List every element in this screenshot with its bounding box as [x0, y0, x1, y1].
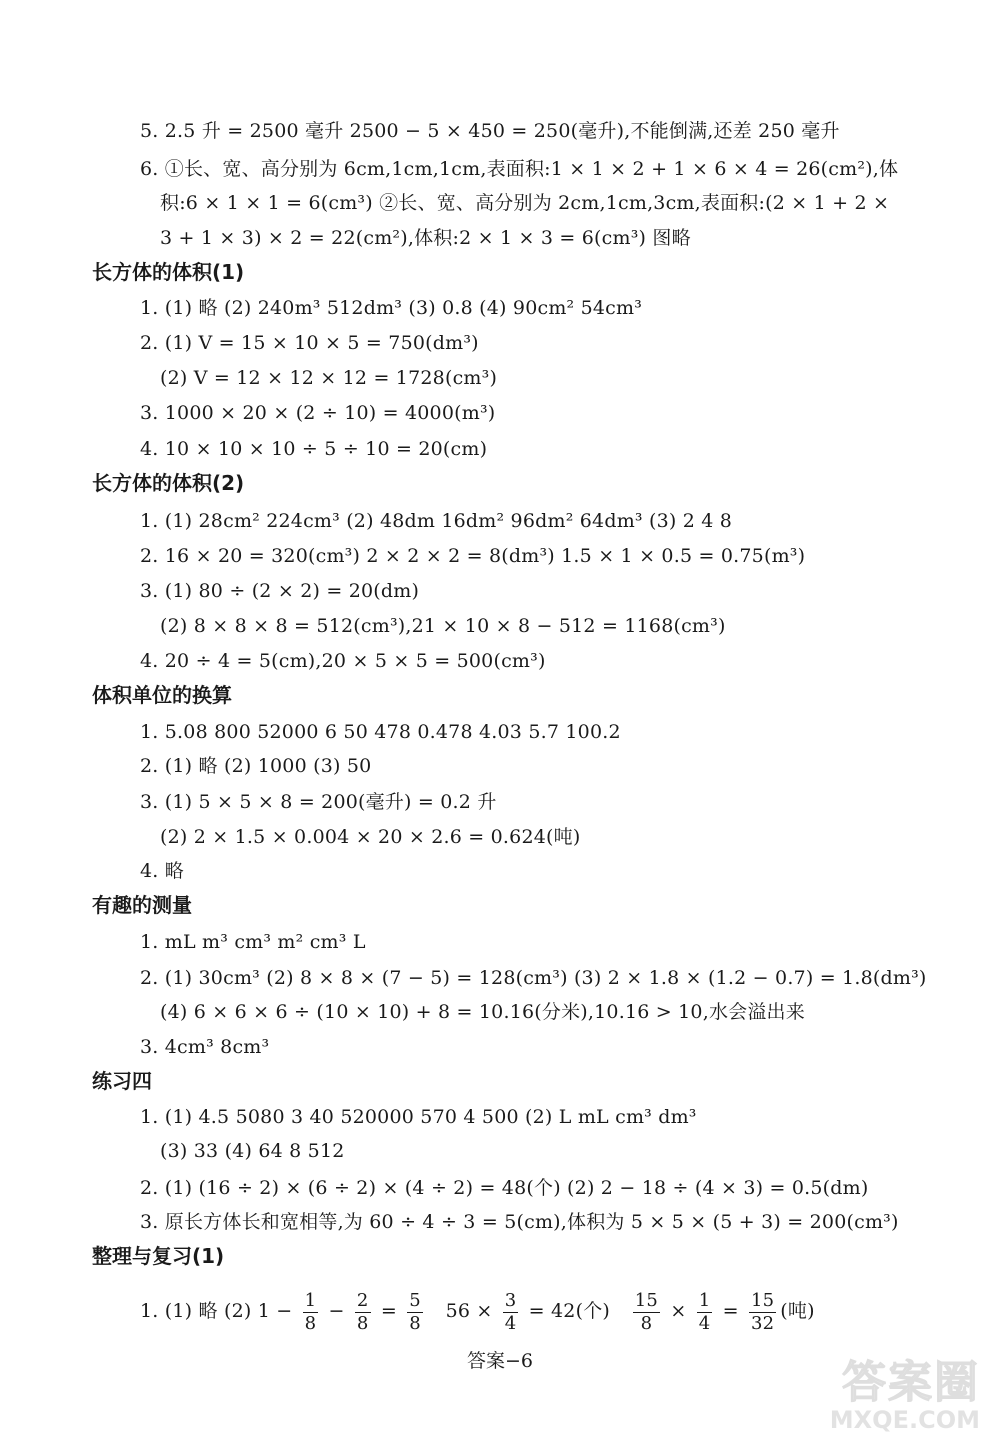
answer-line: 3. (1) 5 × 5 × 8 = 200(毫升) = 0.2 升 [140, 791, 497, 813]
watermark-logo: 答案圈 [842, 1357, 980, 1408]
fraction [407, 1290, 423, 1335]
fraction-numerator: 1 [304, 1289, 317, 1311]
fraction [749, 1290, 776, 1335]
operator: − [328, 1300, 345, 1322]
answer-line: 3. 1000 × 20 × (2 ÷ 10) = 4000(m³) [140, 402, 496, 424]
answer-line: 1. (1) 略 (2) 240m³ 512dm³ (3) 0.8 (4) 90cm² 54cm³ [140, 297, 643, 319]
section-heading: 长方体的体积(1) [92, 260, 245, 284]
expression-text: = 42(个) [528, 1300, 611, 1322]
fraction-denominator: 4 [698, 1312, 711, 1334]
operator: = [722, 1300, 739, 1322]
fraction [697, 1290, 713, 1335]
fraction [303, 1290, 319, 1335]
section-heading: 有趣的测量 [92, 893, 192, 917]
answer-line: (3) 33 (4) 64 8 512 [160, 1140, 345, 1162]
answer-line: 积:6 × 1 × 1 = 6(cm³) ②长、宽、高分别为 2cm,1cm,3cm,表面积:(2 × 1 + 2 × [160, 192, 890, 214]
fraction [355, 1290, 371, 1335]
section-heading: 体积单位的换算 [92, 683, 232, 707]
answer-line: 4. 20 ÷ 4 = 5(cm),20 × 5 × 5 = 500(cm³) [140, 650, 546, 672]
answer-line: 2. (1) V = 15 × 10 × 5 = 750(dm³) [140, 332, 479, 354]
expression-text: 56 × [445, 1300, 493, 1322]
answer-line: 2. (1) 略 (2) 1000 (3) 50 [140, 755, 372, 777]
answer-line: (2) 2 × 1.5 × 0.004 × 20 × 2.6 = 0.624(吨) [160, 826, 581, 848]
fraction-numerator: 15 [750, 1289, 775, 1311]
answer-line: (4) 6 × 6 × 6 ÷ (10 × 10) + 8 = 10.16(分米),10.16 > 10,水会溢出来 [160, 1001, 805, 1023]
section-heading: 练习四 [92, 1069, 152, 1093]
operator: = [380, 1300, 397, 1322]
answer-line: (2) V = 12 × 12 × 12 = 1728(cm³) [160, 367, 498, 389]
operator: × [670, 1300, 687, 1322]
fraction-numerator: 15 [634, 1289, 659, 1311]
section-heading: 整理与复习(1) [92, 1244, 225, 1268]
watermark [780, 1346, 980, 1434]
fraction-denominator: 8 [640, 1312, 653, 1334]
answer-line-fractions [140, 1286, 815, 1336]
answer-line: (2) 8 × 8 × 8 = 512(cm³),21 × 10 × 8 − 512 = 1168(cm³) [160, 615, 726, 637]
fraction-denominator: 8 [356, 1312, 369, 1334]
fraction [633, 1290, 660, 1335]
unit-text: (吨) [780, 1300, 815, 1322]
answer-line: 2. (1) 30cm³ (2) 8 × 8 × (7 − 5) = 128(cm³) (3) 2 × 1.8 × (1.2 − 0.7) = 1.8(dm³) [140, 967, 927, 989]
answer-line: 3. 原长方体长和宽相等,为 60 ÷ 4 ÷ 3 = 5(cm),体积为 5 × 5 × (5 + 3) = 200(cm³) [140, 1211, 899, 1233]
watermark-site: MXQE.COM [829, 1406, 980, 1434]
answer-line: 3. 4cm³ 8cm³ [140, 1036, 270, 1058]
fraction-denominator: 8 [409, 1312, 421, 1334]
fraction-line-prefix: 1. (1) 略 (2) 1 − [140, 1300, 293, 1322]
answer-line: 4. 10 × 10 × 10 ÷ 5 ÷ 10 = 20(cm) [140, 438, 488, 460]
answer-line: 5. 2.5 升 = 2500 毫升 2500 − 5 × 450 = 250(毫升),不能倒满,还差 250 毫升 [140, 120, 840, 142]
answer-line: 2. (1) (16 ÷ 2) × (6 ÷ 2) × (4 ÷ 2) = 48(个) (2) 2 − 18 ÷ (4 × 3) = 0.5(dm) [140, 1177, 869, 1199]
page-number: 答案−6 [466, 1350, 533, 1372]
answer-line: 2. 16 × 20 = 320(cm³) 2 × 2 × 2 = 8(dm³) 1.5 × 1 × 0.5 = 0.75(m³) [140, 545, 806, 567]
fraction-denominator: 4 [504, 1312, 517, 1334]
answer-line: 1. (1) 28cm² 224cm³ (2) 48dm 16dm² 96dm² 64dm³ (3) 2 4 8 [140, 510, 733, 532]
answer-line: 3. (1) 80 ÷ (2 × 2) = 20(dm) [140, 580, 420, 602]
answer-line: 3 + 1 × 3) × 2 = 22(cm²),体积:2 × 1 × 3 = 6(cm³) 图略 [160, 227, 691, 249]
answer-line: 1. mL m³ cm³ m² cm³ L [140, 931, 366, 953]
answer-line: 6. ①长、宽、高分别为 6cm,1cm,1cm,表面积:1 × 1 × 2 + 1 × 6 × 4 = 26(cm²),体 [140, 158, 899, 180]
answer-line: 4. 略 [140, 860, 184, 882]
fraction-numerator: 3 [504, 1289, 517, 1311]
fraction-denominator: 32 [750, 1312, 775, 1334]
fraction [503, 1290, 519, 1335]
answer-line: 1. (1) 4.5 5080 3 40 520000 570 4 500 (2) L mL cm³ dm³ [140, 1106, 697, 1128]
answer-line: 1. 5.08 800 52000 6 50 478 0.478 4.03 5.7 100.2 [140, 721, 621, 743]
fraction-denominator: 8 [304, 1312, 317, 1334]
section-heading: 长方体的体积(2) [92, 471, 245, 495]
fraction-numerator: 2 [356, 1289, 369, 1311]
fraction-numerator: 1 [698, 1289, 711, 1311]
fraction-numerator: 5 [409, 1289, 421, 1311]
